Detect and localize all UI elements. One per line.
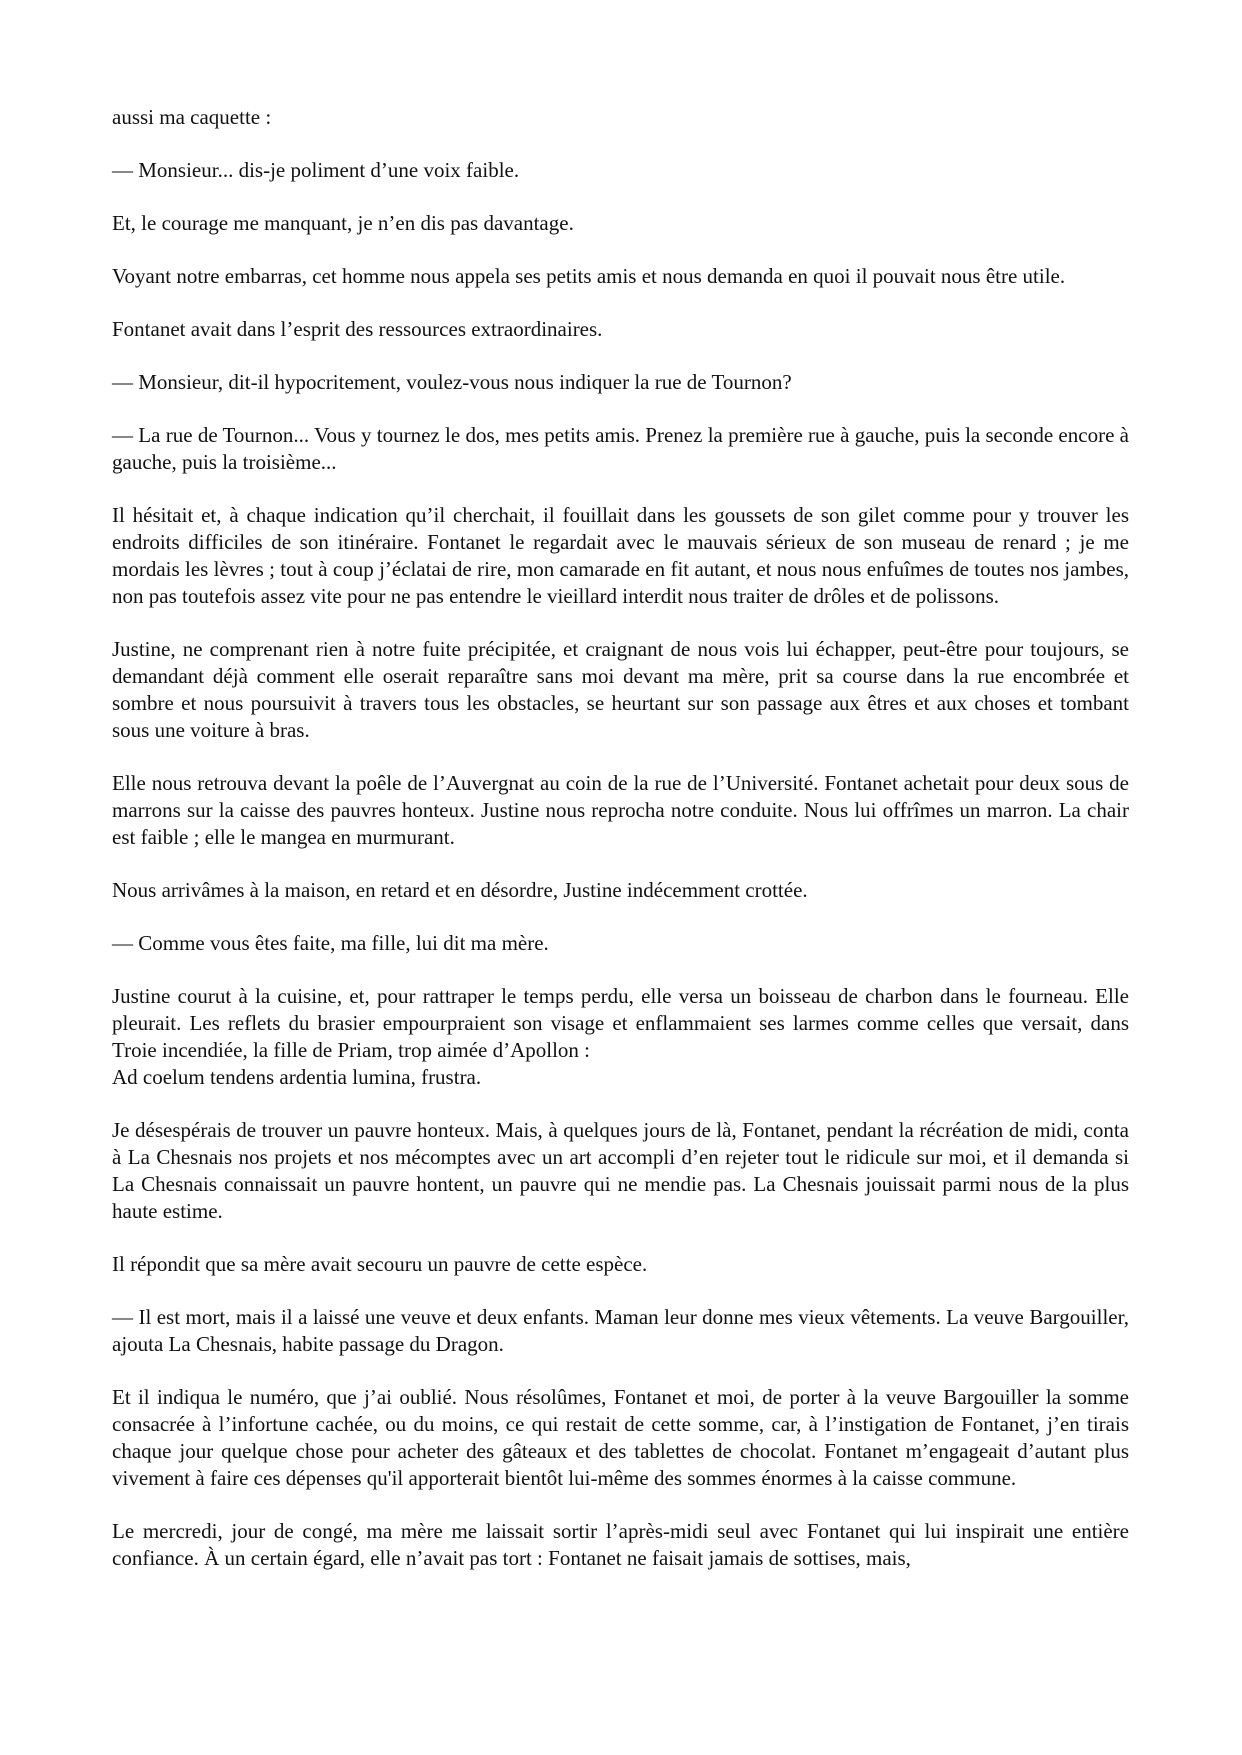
paragraph-line: Il hésitait et, à chaque indication qu’il cherchait, il fouillait dans les goussets de son gilet comme pour y trouver les endroits difficiles de son itinéraire. Fontanet le regardait avec le mauvais sérieux de son museau de renard ; je me mordais les lèvres ; tout à coup j’éclatai de rire, mon camarade en fit autant, et nous nous enfuîmes de toutes nos jambes, non pas toutefois assez vite pour ne pas entendre le vieillard interdit nous traiter de drôles et de polissons. [112, 503, 1129, 608]
paragraph [112, 210, 1129, 237]
paragraph [112, 930, 1129, 957]
paragraph-line: Et, le courage me manquant, je n’en dis pas davantage. [112, 211, 574, 235]
paragraph-line: Il répondit que sa mère avait secouru un pauvre de cette espèce. [112, 1252, 648, 1276]
paragraph-line: Et il indiqua le numéro, que j’ai oublié. Nous résolûmes, Fontanet et moi, de porter à la veuve Bargouiller la somme consacrée à l’infortune cachée, ou du moins, ce qui restait de cette somme, car, à l’instigation de Fontanet, j’en tirais chaque jour quelque chose pour acheter des gâteaux et des tablettes de chocolat. Fontanet m’engageait d’autant plus vivement à faire ces dépenses qu'il apporterait bientôt lui-même des sommes énormes à la caisse commune. [112, 1385, 1129, 1490]
paragraph [112, 877, 1129, 904]
paragraph [112, 263, 1129, 290]
paragraph [112, 369, 1129, 396]
document-page [112, 104, 1129, 1598]
paragraph-line: — La rue de Tournon... Vous y tournez le dos, mes petits amis. Prenez la première rue à gauche, puis la seconde encore à gauche, puis la troisième... [112, 423, 1129, 474]
paragraph-line: Je désespérais de trouver un pauvre honteux. Mais, à quelques jours de là, Fontanet, pendant la récréation de midi, conta à La Chesnais nos projets et nos mécomptes avec un art accompli d’en rejeter tout le ridicule sur moi, et il demanda si La Chesnais connaissait un pauvre hontent, un pauvre qui ne mendie pas. La Chesnais jouissait parmi nous de la plus haute estime. [112, 1118, 1129, 1223]
paragraph-line: — Comme vous êtes faite, ma fille, lui dit ma mère. [112, 931, 549, 955]
paragraph-line: — Il est mort, mais il a laissé une veuve et deux enfants. Maman leur donne mes vieux vêtements. La veuve Bargouiller, ajouta La Chesnais, habite passage du Dragon. [112, 1305, 1129, 1356]
latin-quote-line: Ad coelum tendens ardentia lumina, frustra. [112, 1065, 482, 1089]
paragraph [112, 157, 1129, 184]
paragraph-line: — Monsieur, dit-il hypocritement, voulez-vous nous indiquer la rue de Tournon? [112, 370, 792, 394]
paragraph-line: Justine courut à la cuisine, et, pour rattraper le temps perdu, elle versa un boisseau de charbon dans le fourneau. Elle pleurait. Les reflets du brasier empourpraient son visage et enflammaient ses larmes comme celles que versait, dans Troie incendiée, la fille de Priam, trop aimée d’Apollon : [112, 984, 1129, 1062]
paragraph [112, 1384, 1129, 1492]
paragraph-line: — Monsieur... dis-je poliment d’une voix faible. [112, 158, 520, 182]
paragraph-line: Le mercredi, jour de congé, ma mère me laissait sortir l’après-midi seul avec Fontanet qui lui inspirait une entière confiance. À un certain égard, elle n’avait pas tort : Fontanet ne faisait jamais de sottises, mais, [112, 1519, 1129, 1570]
paragraph [112, 422, 1129, 476]
paragraph-line: Voyant notre embarras, cet homme nous appela ses petits amis et nous demanda en quoi il pouvait nous être utile. [112, 264, 1066, 288]
paragraph [112, 770, 1129, 851]
paragraph-line: Nous arrivâmes à la maison, en retard et en désordre, Justine indécemment crottée. [112, 878, 808, 902]
paragraph [112, 1304, 1129, 1358]
paragraph-line: aussi ma caquette : [112, 105, 272, 129]
paragraph [112, 104, 1129, 131]
paragraph [112, 1117, 1129, 1225]
paragraph [112, 983, 1129, 1091]
paragraph [112, 502, 1129, 610]
paragraph [112, 1251, 1129, 1278]
paragraph-line: Elle nous retrouva devant la poêle de l’Auvergnat au coin de la rue de l’Université. Fontanet achetait pour deux sous de marrons sur la caisse des pauvres honteux. Justine nous reprocha notre conduite. Nous lui offrîmes un marron. La chair est faible ; elle le mangea en murmurant. [112, 771, 1129, 849]
paragraph [112, 316, 1129, 343]
paragraph [112, 636, 1129, 744]
paragraph [112, 1518, 1129, 1572]
paragraph-line: Justine, ne comprenant rien à notre fuite précipitée, et craignant de nous vois lui échapper, peut-être pour toujours, se demandant déjà comment elle oserait reparaître sans moi devant ma mère, prit sa course dans la rue encombrée et sombre et nous poursuivit à travers tous les obstacles, se heurtant sur son passage aux êtres et aux choses et tombant sous une voiture à bras. [112, 637, 1129, 742]
paragraph-line: Fontanet avait dans l’esprit des ressources extraordinaires. [112, 317, 603, 341]
